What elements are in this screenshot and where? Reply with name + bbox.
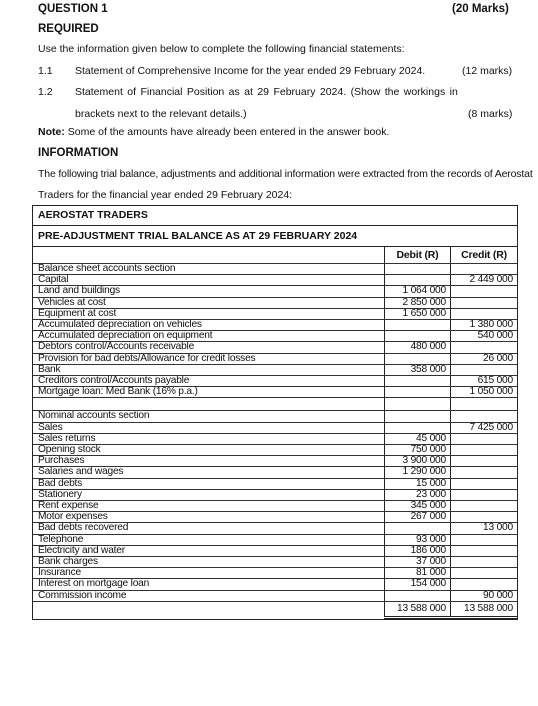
account-name-cell: Purchases [33,456,385,467]
credit-cell [451,557,518,568]
debit-cell [385,264,451,275]
credit-cell [451,364,518,375]
debit-cell: 15 000 [385,478,451,489]
debit-cell: 1 064 000 [385,286,451,297]
debit-cell [385,275,451,286]
account-name-cell: Telephone [33,534,385,545]
table-row [33,501,517,512]
table-row [33,342,517,353]
account-name-cell: Nominal accounts section [33,411,385,422]
table-row [33,433,517,444]
section-row [33,411,517,422]
credit-cell [451,545,518,556]
table-row [33,387,517,398]
table-row [33,489,517,500]
table-row [33,467,517,478]
account-name-cell: Insurance [33,568,385,579]
debit-cell [385,331,451,342]
debit-cell [385,398,451,411]
table-row [33,512,517,523]
table-row [33,534,517,545]
credit-cell [451,489,518,500]
table-row [33,297,517,308]
credit-cell [451,478,518,489]
credit-cell: 2 449 000 [451,275,518,286]
total-row [33,601,517,617]
account-name-cell: Creditors control/Accounts payable [33,376,385,387]
note [38,126,389,138]
item-1-1-text: Statement of Comprehensive Income for the year ended 29 February 2024. [75,65,426,77]
credit-cell: 13 000 [451,523,518,534]
debit-cell: 1 290 000 [385,467,451,478]
account-name-cell: Accumulated depreciation on equipment [33,331,385,342]
table-row [33,523,517,534]
debit-cell [385,523,451,534]
table-row [33,456,517,467]
account-name-cell: Balance sheet accounts section [33,264,385,275]
debit-cell: 13 588 000 [385,601,451,617]
debit-cell: 186 000 [385,545,451,556]
debit-cell [385,376,451,387]
credit-cell: 90 000 [451,590,518,601]
account-name-cell: Vehicles at cost [33,297,385,308]
blank-row [33,398,517,411]
header-account-cell [33,247,385,264]
debit-cell: 3 900 000 [385,456,451,467]
trial-balance-title: PRE-ADJUSTMENT TRIAL BALANCE AS AT 29 FEBRUARY 2024 [33,226,517,247]
account-name-cell [33,398,385,411]
item-1-2-text-continued: brackets next to the relevant details.) [75,108,247,120]
required-heading: REQUIRED [38,23,99,35]
debit-cell: 45 000 [385,433,451,444]
credit-cell [451,286,518,297]
credit-cell [451,308,518,319]
credit-cell [451,579,518,590]
trial-balance-box [32,205,518,620]
debit-cell: 345 000 [385,501,451,512]
account-name-cell: Rent expense [33,501,385,512]
debit-cell: 750 000 [385,445,451,456]
account-name-cell: Provision for bad debts/Allowance for credit losses [33,353,385,364]
table-row [33,364,517,375]
information-line-1: The following trial balance, adjustments and additional information were extracted from the records of Aerostat [38,168,533,180]
credit-cell [451,512,518,523]
information-heading: INFORMATION [38,147,119,159]
table-header-row [33,247,517,264]
account-name-cell: Equipment at cost [33,308,385,319]
account-name-cell: Accumulated depreciation on vehicles [33,320,385,331]
debit-cell: 93 000 [385,534,451,545]
note-text: Some of the amounts have already been entered in the answer book. [67,126,390,138]
credit-cell [451,534,518,545]
debit-cell: 2 850 000 [385,297,451,308]
credit-cell [451,467,518,478]
credit-cell: 615 000 [451,376,518,387]
account-name-cell: Interest on mortgage loan [33,579,385,590]
account-name-cell: Sales returns [33,433,385,444]
table-row [33,286,517,297]
account-name-cell: Bank [33,364,385,375]
debit-cell: 37 000 [385,557,451,568]
table-row [33,275,517,286]
question-title: QUESTION 1 [38,3,108,15]
company-name: AEROSTAT TRADERS [33,206,517,226]
credit-cell [451,433,518,444]
required-intro: Use the information given below to complete the following financial statements: [38,43,405,55]
note-label: Note: [38,126,65,138]
credit-cell: 7 425 000 [451,422,518,433]
account-name-cell: Bad debts recovered [33,523,385,534]
debit-cell [385,387,451,398]
table-row [33,353,517,364]
table-row [33,557,517,568]
table-row [33,422,517,433]
debit-cell [385,590,451,601]
account-name-cell: Debtors control/Accounts receivable [33,342,385,353]
debit-cell: 1 650 000 [385,308,451,319]
table-row [33,445,517,456]
debit-cell [385,422,451,433]
table-row [33,376,517,387]
item-1-1-marks: (12 marks) [462,65,513,77]
credit-cell [451,264,518,275]
account-name-cell: Capital [33,275,385,286]
debit-cell: 480 000 [385,342,451,353]
credit-cell [451,411,518,422]
account-name-cell: Motor expenses [33,512,385,523]
credit-cell [451,568,518,579]
item-1-2-number: 1.2 [38,86,53,98]
account-name-cell: Sales [33,422,385,433]
table-row [33,579,517,590]
header-credit: Credit (R) [451,247,518,264]
debit-cell: 267 000 [385,512,451,523]
table-row [33,478,517,489]
debit-cell [385,411,451,422]
debit-cell [385,353,451,364]
debit-cell: 81 000 [385,568,451,579]
debit-cell: 23 000 [385,489,451,500]
item-1-2-marks: (8 marks) [468,108,513,120]
account-name-cell: Commission income [33,590,385,601]
account-name-cell: Opening stock [33,445,385,456]
account-name-cell: Bank charges [33,557,385,568]
account-name-cell: Bad debts [33,478,385,489]
credit-cell [451,398,518,411]
table-row [33,331,517,342]
table-row [33,320,517,331]
credit-cell [451,445,518,456]
credit-cell: 26 000 [451,353,518,364]
account-name-cell: Stationery [33,489,385,500]
account-name-cell [33,601,385,617]
table-row [33,590,517,601]
question-marks: (20 Marks) [452,3,509,15]
debit-cell [385,320,451,331]
information-line-2: Traders for the financial year ended 29 February 2024: [38,189,293,201]
trial-balance-table [33,247,517,619]
section-row [33,264,517,275]
credit-cell: 540 000 [451,331,518,342]
account-name-cell: Land and buildings [33,286,385,297]
account-name-cell: Electricity and water [33,545,385,556]
credit-cell: 1 380 000 [451,320,518,331]
debit-cell: 154 000 [385,579,451,590]
credit-cell: 13 588 000 [451,601,518,617]
table-row [33,545,517,556]
account-name-cell: Mortgage loan: Med Bank (16% p.a.) [33,387,385,398]
table-row [33,308,517,319]
debit-cell: 358 000 [385,364,451,375]
table-row [33,568,517,579]
account-name-cell: Salaries and wages [33,467,385,478]
credit-cell [451,297,518,308]
credit-cell: 1 050 000 [451,387,518,398]
credit-cell [451,342,518,353]
header-debit: Debit (R) [385,247,451,264]
item-1-1-number: 1.1 [38,65,53,77]
item-1-2-text: Statement of Financial Position as at 29 February 2024. (Show the workings in [75,86,458,98]
credit-cell [451,456,518,467]
credit-cell [451,501,518,512]
